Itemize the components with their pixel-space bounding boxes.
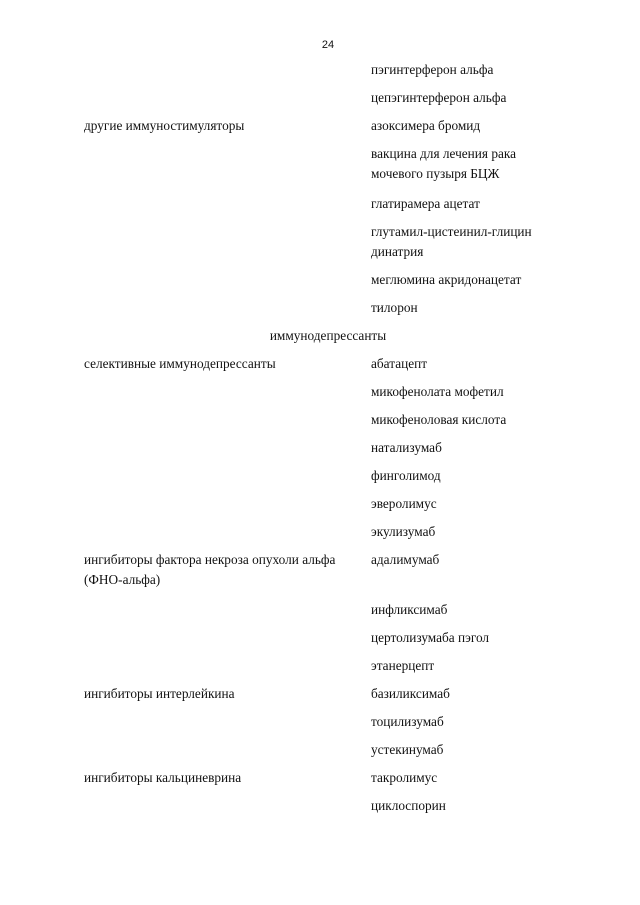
table-group-immunosuppressants [0,354,640,824]
drug-group-cell: ингибиторы кальциневрина [84,770,242,785]
drug-group-cell: другие иммуностимуляторы [84,118,245,133]
table-row [0,600,640,628]
table-row [0,550,640,600]
page-number: 24 [321,39,335,51]
drug-name-cell: адалимумаб [371,552,440,567]
drug-name-cell: азоксимера бромид [371,118,481,133]
table-row [0,438,640,466]
drug-name-cell: микофенолата мофетил [371,384,504,399]
drug-name-cell: этанерцепт [371,658,435,673]
drug-name-cell: микофеноловая кислота [371,412,507,427]
drug-group-cell: ингибиторы фактора некроза опухоли альфа (ФНО-альфа) [84,552,336,587]
drug-name-cell: пэгинтерферон альфа [371,62,494,77]
drug-name-cell: вакцина для лечения рака мочевого пузыря БЦЖ [371,146,517,181]
table-row [0,298,640,326]
table-row [0,410,640,438]
table-group-immunostimulants [0,60,640,326]
drug-classification-table [0,60,640,824]
drug-name-cell: финголимод [371,468,441,483]
table-row [0,796,640,824]
table-row [0,270,640,298]
drug-name-cell: цертолизумаба пэгол [371,630,490,645]
drug-name-cell: базиликсимаб [371,686,450,701]
drug-name-cell: тилорон [371,300,418,315]
table-row [0,116,640,144]
table-row [0,628,640,656]
drug-name-cell: инфликсимаб [371,602,448,617]
table-row [0,144,640,194]
table-row [0,522,640,550]
section-heading: иммунодепрессанты [269,328,387,343]
drug-name-cell: абатацепт [371,356,428,371]
table-row [0,740,640,768]
drug-name-cell: такролимус [371,770,438,785]
table-row [0,88,640,116]
table-row [0,222,640,270]
table-row [0,768,640,796]
drug-name-cell: глатирамера ацетат [371,196,480,211]
drug-name-cell: меглюмина акридонацетат [371,272,522,287]
table-row [0,466,640,494]
drug-name-cell: натализумаб [371,440,442,455]
drug-group-cell: селективные иммунодепрессанты [84,356,276,371]
table-row [0,354,640,382]
table-row [0,60,640,88]
drug-name-cell: глутамил-цистеинил-глицин динатрия [371,224,532,259]
drug-name-cell: устекинумаб [371,742,444,757]
drug-name-cell: экулизумаб [371,524,436,539]
drug-name-cell: циклоспорин [371,798,446,813]
table-row [0,712,640,740]
drug-name-cell: эверолимус [371,496,437,511]
drug-group-cell: ингибиторы интерлейкина [84,686,235,701]
table-row [0,382,640,410]
table-row [0,684,640,712]
table-row [0,194,640,222]
table-row [0,656,640,684]
drug-name-cell: тоцилизумаб [371,714,444,729]
table-row [0,494,640,522]
drug-name-cell: цепэгинтерферон альфа [371,90,507,105]
